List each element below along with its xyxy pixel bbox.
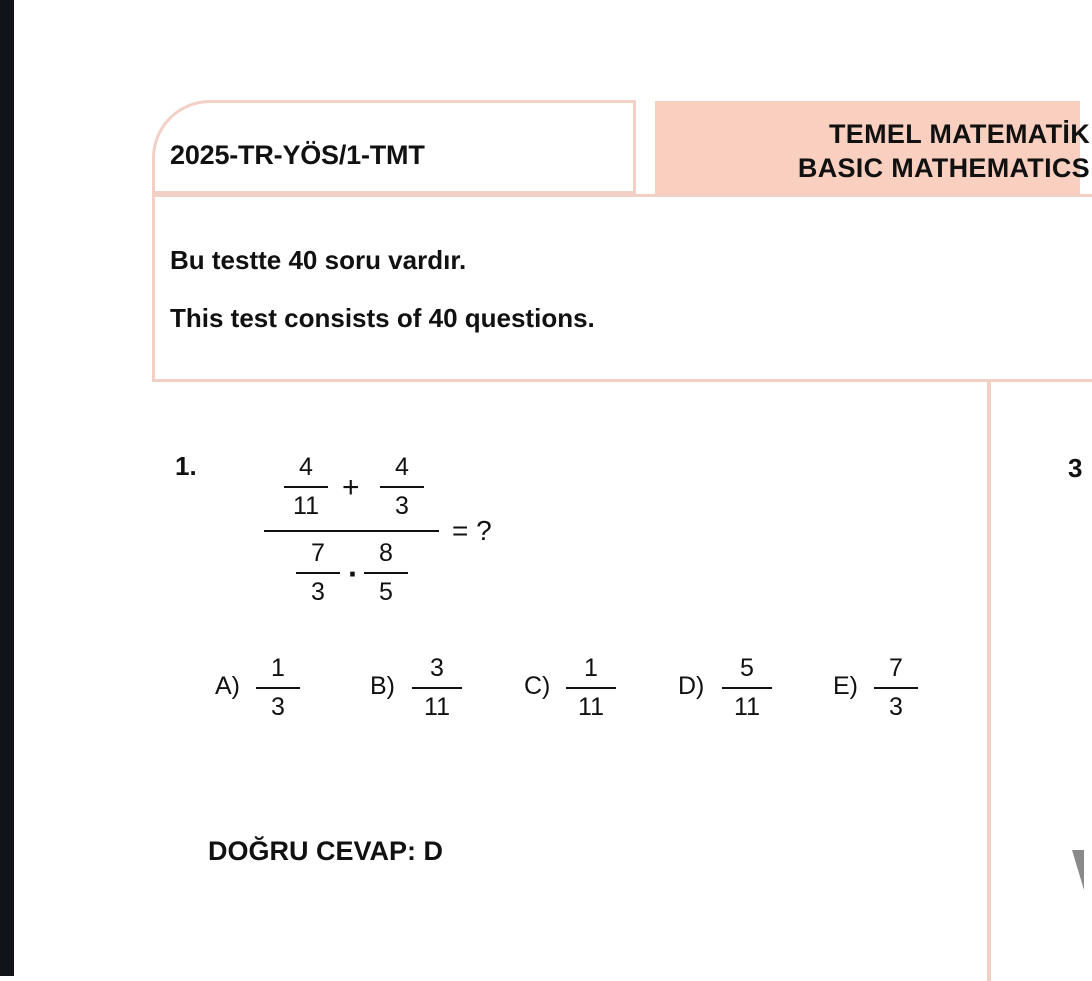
next-question-number-partial: 3 <box>1068 453 1083 483</box>
window-edge <box>0 0 14 976</box>
option-c-fraction <box>566 656 616 720</box>
subject-title-tr: TEMEL MATEMATİK <box>829 119 1090 149</box>
denominator-fraction-a <box>296 541 340 605</box>
partial-figure-shape <box>1072 850 1084 890</box>
numerator: 8 <box>379 539 393 567</box>
denominator: 11 <box>734 693 760 721</box>
exam-code-box <box>152 100 636 194</box>
fraction-bar <box>722 687 772 689</box>
denominator: 5 <box>379 578 393 606</box>
numerator: 5 <box>740 654 754 682</box>
denominator: 3 <box>271 693 285 721</box>
option-a-fraction <box>256 656 300 720</box>
fraction-bar <box>380 486 424 488</box>
numerator: 4 <box>395 453 409 481</box>
column-divider <box>987 381 991 981</box>
test-info-box <box>152 194 1092 382</box>
denominator: 3 <box>889 693 903 721</box>
fraction-bar <box>296 572 340 574</box>
numerator: 4 <box>299 453 313 481</box>
option-d-fraction <box>722 656 772 720</box>
plus-operator: + <box>342 471 360 504</box>
fraction-bar <box>566 687 616 689</box>
fraction-bar <box>412 687 462 689</box>
info-line-en: This test consists of 40 questions. <box>170 303 595 333</box>
denominator-fraction-b <box>364 541 408 605</box>
option-d-label: D) <box>678 672 705 700</box>
option-e-label: E) <box>833 672 858 700</box>
exam-code: 2025-TR-YÖS/1-TMT <box>170 140 425 170</box>
option-e-fraction <box>874 656 918 720</box>
info-line-tr: Bu testte 40 soru vardır. <box>170 245 467 275</box>
numerator: 7 <box>311 539 325 567</box>
fraction-bar <box>256 687 300 689</box>
option-c-label: C) <box>524 672 551 700</box>
equals-question: = ? <box>452 515 492 546</box>
fraction-bar <box>284 486 328 488</box>
main-fraction-bar <box>264 530 439 532</box>
numerator: 1 <box>584 654 598 682</box>
numerator: 1 <box>271 654 285 682</box>
denominator: 11 <box>424 693 450 721</box>
denominator: 3 <box>395 492 409 520</box>
correct-answer: DOĞRU CEVAP: D <box>208 836 444 866</box>
subject-title-box <box>655 101 1090 196</box>
option-b-fraction <box>412 656 462 720</box>
numerator-fraction-a <box>284 455 328 519</box>
option-a-label: A) <box>215 672 240 700</box>
numerator-fraction-b <box>380 455 424 519</box>
denominator: 3 <box>311 578 325 606</box>
multiply-operator: · <box>348 556 359 592</box>
denominator: 11 <box>293 492 319 520</box>
denominator: 11 <box>578 693 604 721</box>
fraction-bar <box>874 687 918 689</box>
question-number: 1. <box>175 451 197 481</box>
subject-title-en: BASIC MATHEMATICS <box>797 153 1090 183</box>
option-b-label: B) <box>370 672 395 700</box>
fraction-bar <box>364 572 408 574</box>
numerator: 7 <box>889 654 903 682</box>
numerator: 3 <box>430 654 444 682</box>
